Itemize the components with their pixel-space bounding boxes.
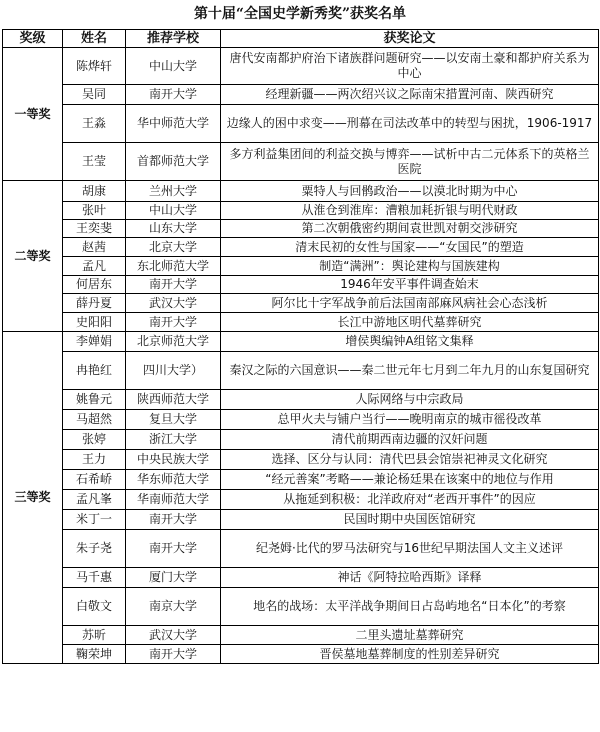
winner-school: 华东师范大学 <box>126 470 221 490</box>
winner-name: 朱子尧 <box>63 530 126 568</box>
winner-paper: 晋侯墓地墓葬制度的性别差异研究 <box>221 645 599 664</box>
winner-school: 首都师范大学 <box>126 143 221 181</box>
table-row <box>3 48 599 85</box>
award-level: 二等奖 <box>3 181 63 332</box>
table-row <box>3 257 599 276</box>
table-row <box>3 470 599 490</box>
winner-school: 北京大学 <box>126 238 221 257</box>
winner-paper: 神话《阿特拉哈西斯》译释 <box>221 568 599 588</box>
winner-school: 南开大学 <box>126 530 221 568</box>
table-row <box>3 510 599 530</box>
winner-paper: 第二次朝俄密约期间袁世凯对朝交涉研究 <box>221 220 599 238</box>
winner-name: 孟凡 <box>63 257 126 276</box>
winner-name: 薛丹夏 <box>63 294 126 313</box>
table-row <box>3 143 599 181</box>
winner-school: 厦门大学 <box>126 568 221 588</box>
winner-paper: 粟特人与回鹘政治——以漠北时期为中心 <box>221 181 599 202</box>
table-row <box>3 85 599 105</box>
winner-name: 鞠荣坤 <box>63 645 126 664</box>
winner-paper: 长江中游地区明代墓葬研究 <box>221 313 599 332</box>
winner-school: 武汉大学 <box>126 294 221 313</box>
winner-school: 武汉大学 <box>126 626 221 645</box>
winner-paper: 1946年安平事件调查始末 <box>221 276 599 294</box>
winner-name: 王力 <box>63 450 126 470</box>
winner-name: 吴同 <box>63 85 126 105</box>
winner-name: 史阳阳 <box>63 313 126 332</box>
table-header-row <box>3 30 599 48</box>
winner-name: 张婷 <box>63 430 126 450</box>
winner-school: 兰州大学 <box>126 181 221 202</box>
winner-paper: 纪尧姆·比代的罗马法研究与16世纪早期法国人文主义述评 <box>221 530 599 568</box>
award-table <box>2 29 599 664</box>
winner-paper: 边缘人的困中求变——刑幕在司法改革中的转型与困扰，1906-1917 <box>221 105 599 143</box>
winner-school: 东北师范大学 <box>126 257 221 276</box>
winner-school: 中山大学 <box>126 48 221 85</box>
winner-paper: 民国时期中央国医馆研究 <box>221 510 599 530</box>
winner-school: 南开大学 <box>126 313 221 332</box>
table-row <box>3 294 599 313</box>
winner-school: 复旦大学 <box>126 410 221 430</box>
table-row <box>3 390 599 410</box>
winner-paper: 清代前期西南边疆的汉奸问题 <box>221 430 599 450</box>
table-row <box>3 276 599 294</box>
winner-paper: 经理新疆——两次绍兴议之际南宋措置河南、陕西研究 <box>221 85 599 105</box>
table-row <box>3 568 599 588</box>
table-row <box>3 238 599 257</box>
winner-name: 米丁一 <box>63 510 126 530</box>
table-row <box>3 626 599 645</box>
header-school: 推荐学校 <box>126 30 221 48</box>
winner-school: 南开大学 <box>126 276 221 294</box>
winner-paper: 阿尔比十字军战争前后法国南部麻风病社会心态浅析 <box>221 294 599 313</box>
winner-school: 陕西师范大学 <box>126 390 221 410</box>
winner-school: 南京大学 <box>126 588 221 626</box>
winner-paper: 多方利益集团间的利益交换与博弈——试析中古二元体系下的英格兰医院 <box>221 143 599 181</box>
table-row <box>3 450 599 470</box>
award-level: 一等奖 <box>3 48 63 181</box>
table-row <box>3 490 599 510</box>
winner-paper: 从淮仓到淮库：漕粮加耗折银与明代财政 <box>221 202 599 220</box>
winner-school: 四川大学） <box>126 352 221 390</box>
table-row <box>3 430 599 450</box>
winner-name: 李婵娟 <box>63 332 126 352</box>
winner-paper: 增侯舆编钟A组铭文集释 <box>221 332 599 352</box>
winner-school: 中央民族大学 <box>126 450 221 470</box>
award-level: 三等奖 <box>3 332 63 664</box>
winner-name: 张叶 <box>63 202 126 220</box>
header-name: 姓名 <box>63 30 126 48</box>
winner-paper: 总甲火夫与铺户当行——晚明南京的城市徭役改革 <box>221 410 599 430</box>
table-row <box>3 410 599 430</box>
header-paper: 获奖论文 <box>221 30 599 48</box>
winner-school: 南开大学 <box>126 645 221 664</box>
winner-name: 冉艳红 <box>63 352 126 390</box>
winner-name: 马千惠 <box>63 568 126 588</box>
winner-name: 王莹 <box>63 143 126 181</box>
winner-school: 浙江大学 <box>126 430 221 450</box>
winner-name: 姚鲁元 <box>63 390 126 410</box>
document-title: 第十届“全国史学新秀奖”获奖名单 <box>193 6 407 22</box>
winner-school: 华南师范大学 <box>126 490 221 510</box>
winner-paper: 二里头遗址墓葬研究 <box>221 626 599 645</box>
table-row <box>3 181 599 202</box>
winner-name: 白敬文 <box>63 588 126 626</box>
winner-name: 王淼 <box>63 105 126 143</box>
table-row <box>3 220 599 238</box>
winner-paper: 地名的战场：太平洋战争期间日占岛屿地名“日本化”的考察 <box>221 588 599 626</box>
table-row <box>3 645 599 664</box>
winner-school: 北京师范大学 <box>126 332 221 352</box>
winner-paper: 制造“满洲”：舆论建构与国族建构 <box>221 257 599 276</box>
winner-paper: 从拖延到积极：北洋政府对“老西开事件”的因应 <box>221 490 599 510</box>
winner-name: 何居东 <box>63 276 126 294</box>
table-row <box>3 530 599 568</box>
winner-name: 孟凡峯 <box>63 490 126 510</box>
winner-paper: 人际网络与中宗政局 <box>221 390 599 410</box>
winner-school: 南开大学 <box>126 510 221 530</box>
table-row <box>3 332 599 352</box>
winner-name: 胡康 <box>63 181 126 202</box>
table-row <box>3 202 599 220</box>
winner-paper: 清末民初的女性与国家——“女国民”的塑造 <box>221 238 599 257</box>
winner-name: 赵茜 <box>63 238 126 257</box>
winner-name: 马超然 <box>63 410 126 430</box>
table-row <box>3 352 599 390</box>
table-row <box>3 313 599 332</box>
winner-name: 王奕斐 <box>63 220 126 238</box>
table-row <box>3 105 599 143</box>
winner-name: 苏昕 <box>63 626 126 645</box>
winner-school: 中山大学 <box>126 202 221 220</box>
winner-name: 陈烨轩 <box>63 48 126 85</box>
winner-paper: 选择、区分与认同：清代巴县会馆崇祀神灵文化研究 <box>221 450 599 470</box>
winner-paper: 唐代安南都护府治下诸族群问题研究——以安南土豪和都护府关系为中心 <box>221 48 599 85</box>
table-row <box>3 588 599 626</box>
winner-school: 华中师范大学 <box>126 105 221 143</box>
winner-school: 南开大学 <box>126 85 221 105</box>
winner-name: 石希峤 <box>63 470 126 490</box>
header-level: 奖级 <box>3 30 63 48</box>
winner-paper: “经元善案”考略——兼论杨廷果在该案中的地位与作用 <box>221 470 599 490</box>
winner-school: 山东大学 <box>126 220 221 238</box>
winner-paper: 秦汉之际的六国意识——秦二世元年七月到二年九月的山东复国研究 <box>221 352 599 390</box>
table-body <box>3 48 599 664</box>
